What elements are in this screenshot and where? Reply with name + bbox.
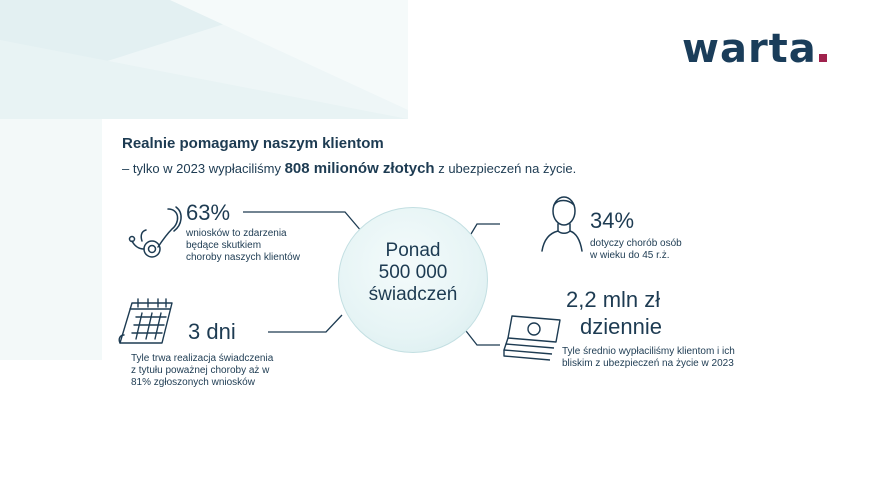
- stat-63-desc: [186, 228, 300, 264]
- stat-money-value: 2,2 mln zł: [566, 287, 661, 312]
- stethoscope-icon: [128, 205, 186, 263]
- stat-63-value: 63%: [186, 200, 231, 225]
- stat-3dni-line-2: z tytułu poważnej choroby aż w: [131, 365, 270, 376]
- stat-money-period: dziennie: [580, 314, 662, 339]
- center-line-3: świadczeń: [368, 284, 458, 305]
- center-text: [338, 240, 488, 306]
- calendar-icon: [116, 295, 178, 347]
- stat-money-line-2: bliskim z ubezpieczeń na życie w 2023: [562, 358, 734, 369]
- center-line-2: 500 000: [378, 262, 448, 283]
- stat-63-line-3: choroby naszych klientów: [186, 252, 300, 263]
- stat-34-line-2: w wieku do 45 r.ż.: [590, 250, 670, 261]
- stat-money-desc: [562, 346, 735, 370]
- stat-34-line-1: dotyczy chorób osób: [590, 238, 682, 249]
- person-icon: [540, 193, 584, 253]
- stat-63-line-2: będące skutkiem: [186, 240, 262, 251]
- center-line-1: Ponad: [385, 240, 441, 261]
- stat-34-value: 34%: [590, 208, 635, 233]
- subtitle-prefix: – tylko w 2023 wypłaciliśmy: [122, 161, 285, 176]
- stat-money-line-1: Tyle średnio wypłaciliśmy klientom i ich: [562, 346, 735, 357]
- stat-34-desc: [590, 238, 682, 262]
- infographic-title: Realnie pomagamy naszym klientom: [122, 135, 384, 152]
- money-icon: [502, 312, 564, 362]
- stat-3dni-line-3: 81% zgłoszonych wniosków: [131, 377, 255, 388]
- stat-3dni-line-1: Tyle trwa realizacja świadczenia: [131, 353, 274, 364]
- stat-3dni-desc: [131, 353, 273, 389]
- logo-text: warta: [682, 26, 817, 72]
- stat-3dni-value: 3 dni: [188, 319, 236, 344]
- subtitle-highlight: 808 milionów złotych: [284, 160, 435, 177]
- subtitle-suffix: z ubezpieczeń na życie.: [434, 161, 577, 176]
- stat-63-line-1: wniosków to zdarzenia: [186, 228, 287, 239]
